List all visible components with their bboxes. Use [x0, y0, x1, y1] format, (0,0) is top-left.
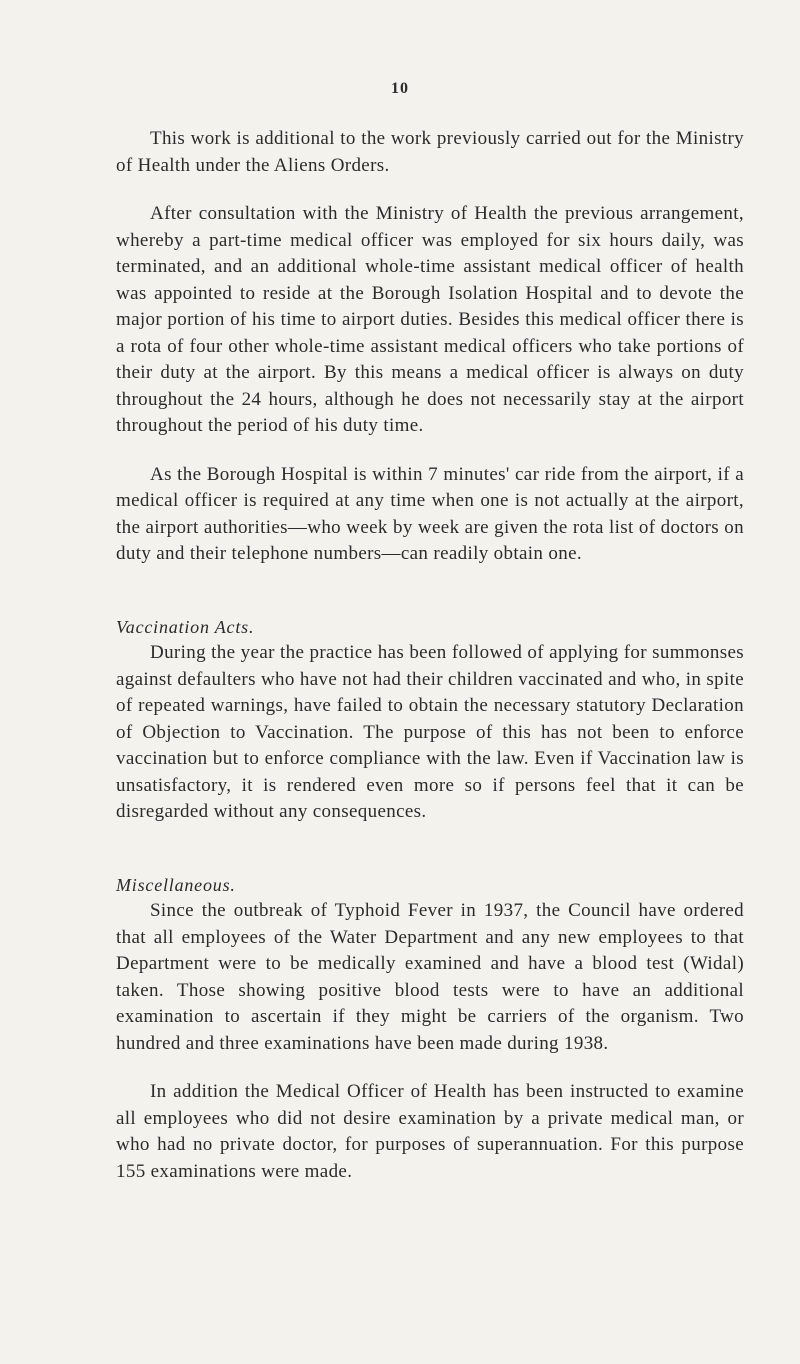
body-text	[116, 126, 744, 1185]
section-heading-miscellaneous: Miscellaneous.	[116, 874, 236, 895]
paragraph-spacer	[116, 440, 744, 462]
section-heading-vaccination: Vaccination Acts.	[116, 616, 255, 637]
page-number: 10	[391, 80, 409, 97]
paragraph-spacer	[116, 179, 744, 201]
paragraph-spacer	[116, 1057, 744, 1079]
section-spacer	[116, 568, 744, 614]
paragraph-typhoid-examinations: Since the outbreak of Typhoid Fever in 1937, the Council have ordered that all employees of the Water Department and any new employees to that Department were to be medically examined and have a blood test (Widal) taken. Those showing positive blood tests were to have an additional examination to ascertain if they might be carriers of the organism. Two hundred and three examinations have been made during 1938.	[116, 900, 744, 1054]
paragraph-airport-arrangement: After consultation with the Ministry of Health the previous arrangement, whereby a part-time medical officer was employed for six hours daily, was terminated, and an additional whole-time assistant medical officer of health was appointed to reside at the Borough Isolation Hospital and to devote the major portion of his time to airport duties. Besides this medical officer there is a rota of four other whole-time assistant medical officers who take portions of their duty at the airport. By this means a medical officer is always on duty throughout the 24 hours, although he does not necessarily stay at the airport throughout the period of his duty time.	[116, 203, 744, 436]
paragraph-borough-hospital: As the Borough Hospital is within 7 minutes' car ride from the airport, if a medical officer is required at any time when one is not actually at the airport, the airport authorities—who week by week are given the rota list of doctors on duty and their telephone numbers—can readily obtain one.	[116, 463, 744, 564]
paragraph-aliens-orders: This work is additional to the work previously carried out for the Ministry of Health under the Aliens Orders.	[116, 128, 744, 176]
paragraph-vaccination: During the year the practice has been followed of applying for summonses against defaulters who have not had their children vaccinated and who, in spite of repeated warnings, have failed to obtain the necessary statutory Declaration of Objection to Vaccination. The purpose of this has not been to enforce vaccination but to enforce compliance with the law. Even if Vaccination law is unsatisfactory, it is rendered even more so if persons feel that it can be disregarded without any consequences.	[116, 642, 744, 822]
section-spacer	[116, 826, 744, 872]
paragraph-superannuation: In addition the Medical Officer of Health has been instructed to examine all employees who did not desire examination by a private medical man, or who had no private doctor, for purposes of superannuation. For this purpose 155 examinations were made.	[116, 1081, 744, 1182]
